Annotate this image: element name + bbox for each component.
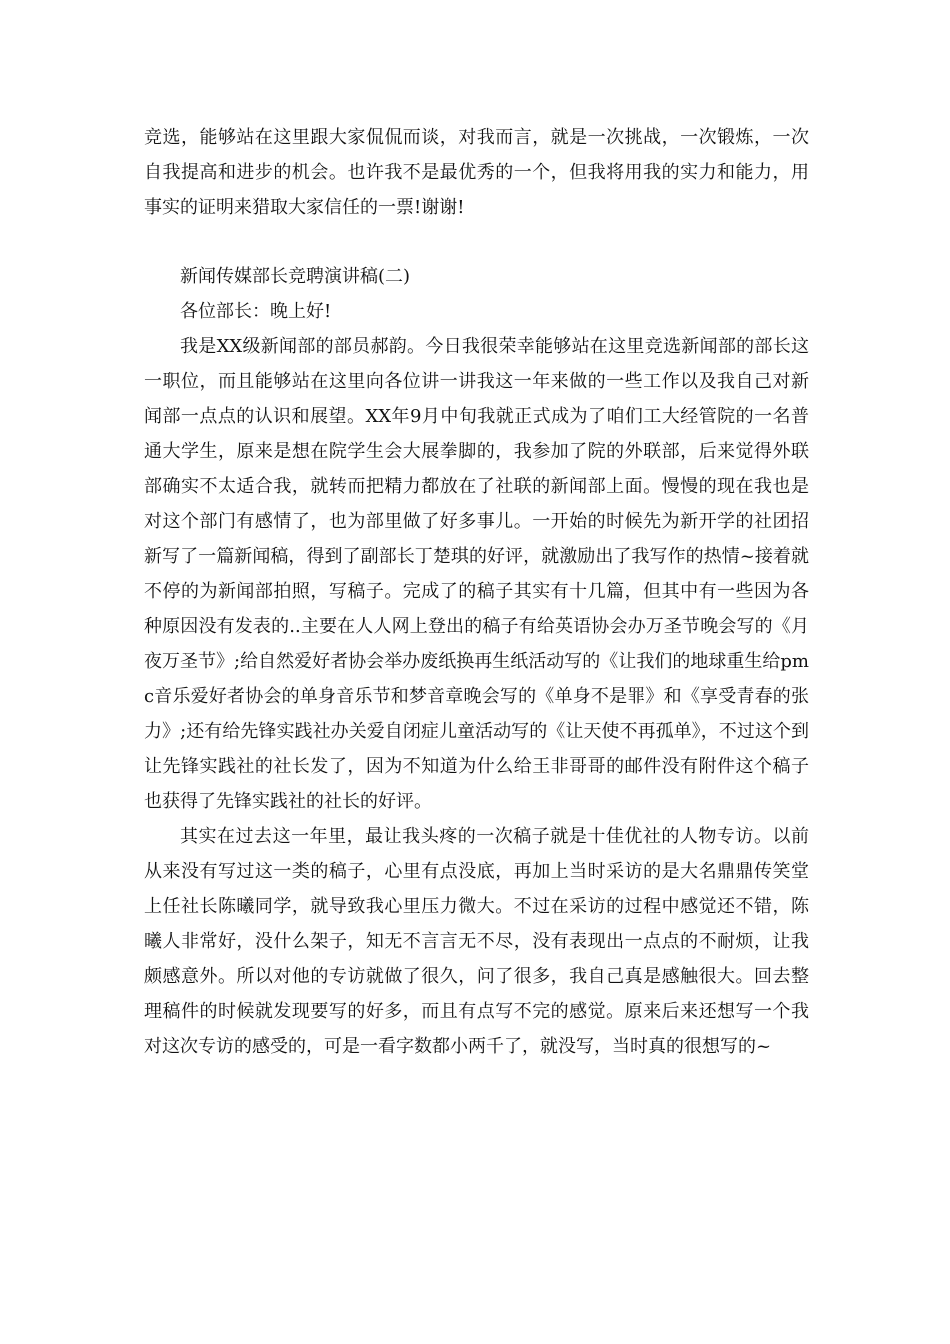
body-paragraph: 我是XX级新闻部的部员郝韵。今日我很荣幸能够站在这里竞选新闻部的部长这一职位，而且能够站在这里向各位讲一讲我这一年来做的一些工作以及我自己对新闻部一点点的认识和展望。XX年9月中旬我就正式成为了咱们工大经管院的一名普通大学生，原来是想在院学生会大展拳脚的，我参加了院的外联部，后来觉得外联部确实不太适合我，就转而把精力都放在了社联的新闻部上面。慢慢的现在我也是对这个部门有感情了，也为部里做了好多事儿。一开始的时候先为新开学的社团招新写了一篇新闻稿，得到了副部长丁楚琪的好评，就激励出了我写作的热情~接着就不停的为新闻部拍照，写稿子。完成了的稿子其实有十几篇，但其中有一些因为各种原因没有发表的..主要在人人网上登出的稿子有给英语协会办万圣节晚会写的《月夜万圣节》;给自然爱好者协会举办废纸换再生纸活动写的《让我们的地球重生给pmc音乐爱好者协会的单身音乐节和梦音章晚会写的《单身不是罪》和《享受青春的张力》;还有给先锋实践社办关爱自闭症儿童活动写的《让天使不再孤单》，不过这个到让先锋实践社的社长发了，因为不知道为什么给王非哥哥的邮件没有附件这个稿子也获得了先锋实践社的社长的好评。 <box>144 336 809 812</box>
section-title: 新闻传媒部长竞聘演讲稿(二) <box>180 266 411 287</box>
body-paragraph: 其实在过去这一年里，最让我头疼的一次稿子就是十佳优社的人物专访。以前从来没有写过这一类的稿子，心里有点没底，再加上当时采访的是大名鼎鼎传笑堂上任社长陈曦同学，就导致我心里压力微大。不过在采访的过程中感觉还不错，陈曦人非常好，没什么架子，知无不言言无不尽，没有表现出一点点的不耐烦，让我颇感意外。所以对他的专访就做了很久，问了很多，我自己真是感触很大。回去整理稿件的时候就发现要写的好多，而且有点写不完的感觉。原来后来还想写一个我对这次专访的感受的，可是一看字数都小两千了，就没写，当时真的很想写的~ <box>144 826 809 1057</box>
intro-paragraph: 竞选，能够站在这里跟大家侃侃而谈，对我而言，就是一次挑战，一次锻炼，一次自我提高和进步的机会。也许我不是最优秀的一个，但我将用我的实力和能力，用事实的证明来猎取大家信任的一票!谢谢! <box>144 127 809 218</box>
greeting: 各位部长：晚上好! <box>180 301 332 322</box>
document-page <box>144 120 809 1064</box>
